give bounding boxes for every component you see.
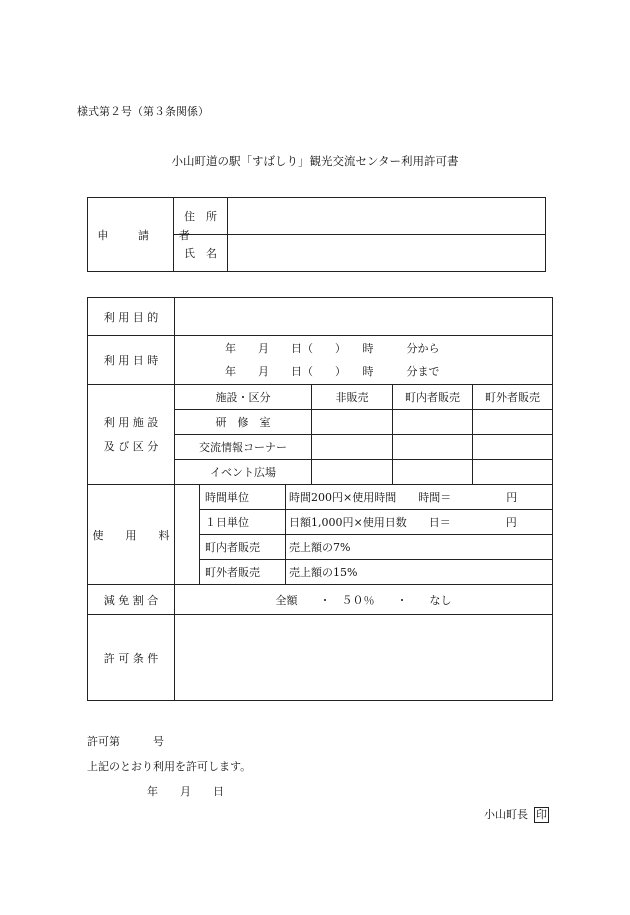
name-label: 氏 名	[174, 235, 228, 272]
info-corner-local-sales-cell[interactable]	[393, 435, 473, 460]
permit-date: 年 月 日	[147, 785, 224, 798]
document-title: 小山町道の駅「すばしり」観光交流センター利用許可書	[171, 154, 459, 168]
conditions-label: 許 可 条 件	[88, 615, 175, 701]
form-number-label: 様式第２号（第３条関係）	[77, 105, 209, 118]
event-plaza-outside-sales-cell[interactable]	[473, 460, 553, 485]
facility-label	[88, 385, 175, 485]
facility-training-room: 研 修 室	[175, 410, 312, 435]
address-field[interactable]	[228, 198, 546, 235]
reduction-label: 減 免 割 合	[88, 585, 175, 615]
facility-info-corner: 交流情報コーナー	[175, 435, 312, 460]
fee-spacer	[175, 485, 200, 585]
fee-formula-outside-sales: 売上額の15%	[286, 560, 553, 585]
date-end: 年 月 日（ ） 時 分まで	[225, 365, 440, 378]
purpose-label: 利 用 目 的	[88, 298, 175, 336]
fee-formula-daily: 日額1,000円×使用日数 日＝ 円	[286, 510, 553, 535]
applicant-label: 申 請 者	[88, 198, 174, 272]
mayor-signature	[484, 806, 549, 823]
event-plaza-local-sales-cell[interactable]	[393, 460, 473, 485]
facility-header-non-sales: 非販売	[312, 385, 393, 410]
facility-label-line2: 及 び 区 分	[103, 439, 159, 453]
fee-unit-daily: １日単位	[200, 510, 286, 535]
info-corner-outside-sales-cell[interactable]	[473, 435, 553, 460]
permit-statement: 上記のとおり利用を許可します。	[87, 760, 252, 773]
facility-label-line1: 利 用 施 設	[103, 415, 159, 429]
fee-formula-hourly: 時間200円×使用時間 時間＝ 円	[286, 485, 553, 510]
permit-number: 許可第 号	[87, 735, 164, 748]
facility-header-facility: 施設・区分	[175, 385, 312, 410]
purpose-field[interactable]	[175, 298, 553, 336]
reduction-options[interactable]: 全額 ・ ５０％ ・ なし	[175, 585, 553, 615]
training-room-non-sales-cell[interactable]	[312, 410, 393, 435]
fee-unit-local-sales: 町内者販売	[200, 535, 286, 560]
date-field[interactable]	[175, 336, 553, 385]
date-label: 利 用 日 時	[88, 336, 175, 385]
facility-header-local-sales: 町内者販売	[393, 385, 473, 410]
mayor-title: 小山町長	[484, 808, 528, 821]
usage-table	[87, 297, 553, 701]
fee-unit-hourly: 時間単位	[200, 485, 286, 510]
name-field[interactable]	[228, 235, 546, 272]
facility-header-outside-sales: 町外者販売	[473, 385, 553, 410]
conditions-field[interactable]	[175, 615, 553, 701]
info-corner-non-sales-cell[interactable]	[312, 435, 393, 460]
training-room-outside-sales-cell[interactable]	[473, 410, 553, 435]
facility-event-plaza: イベント広場	[175, 460, 312, 485]
applicant-table	[87, 197, 546, 272]
seal-stamp: 印	[536, 808, 547, 821]
training-room-local-sales-cell[interactable]	[393, 410, 473, 435]
fee-unit-outside-sales: 町外者販売	[200, 560, 286, 585]
date-start: 年 月 日（ ） 時 分から	[225, 342, 440, 355]
fee-label: 使 用 料	[88, 485, 175, 585]
fee-formula-local-sales: 売上額の7%	[286, 535, 553, 560]
address-label: 住 所	[174, 198, 228, 235]
event-plaza-non-sales-cell[interactable]	[312, 460, 393, 485]
